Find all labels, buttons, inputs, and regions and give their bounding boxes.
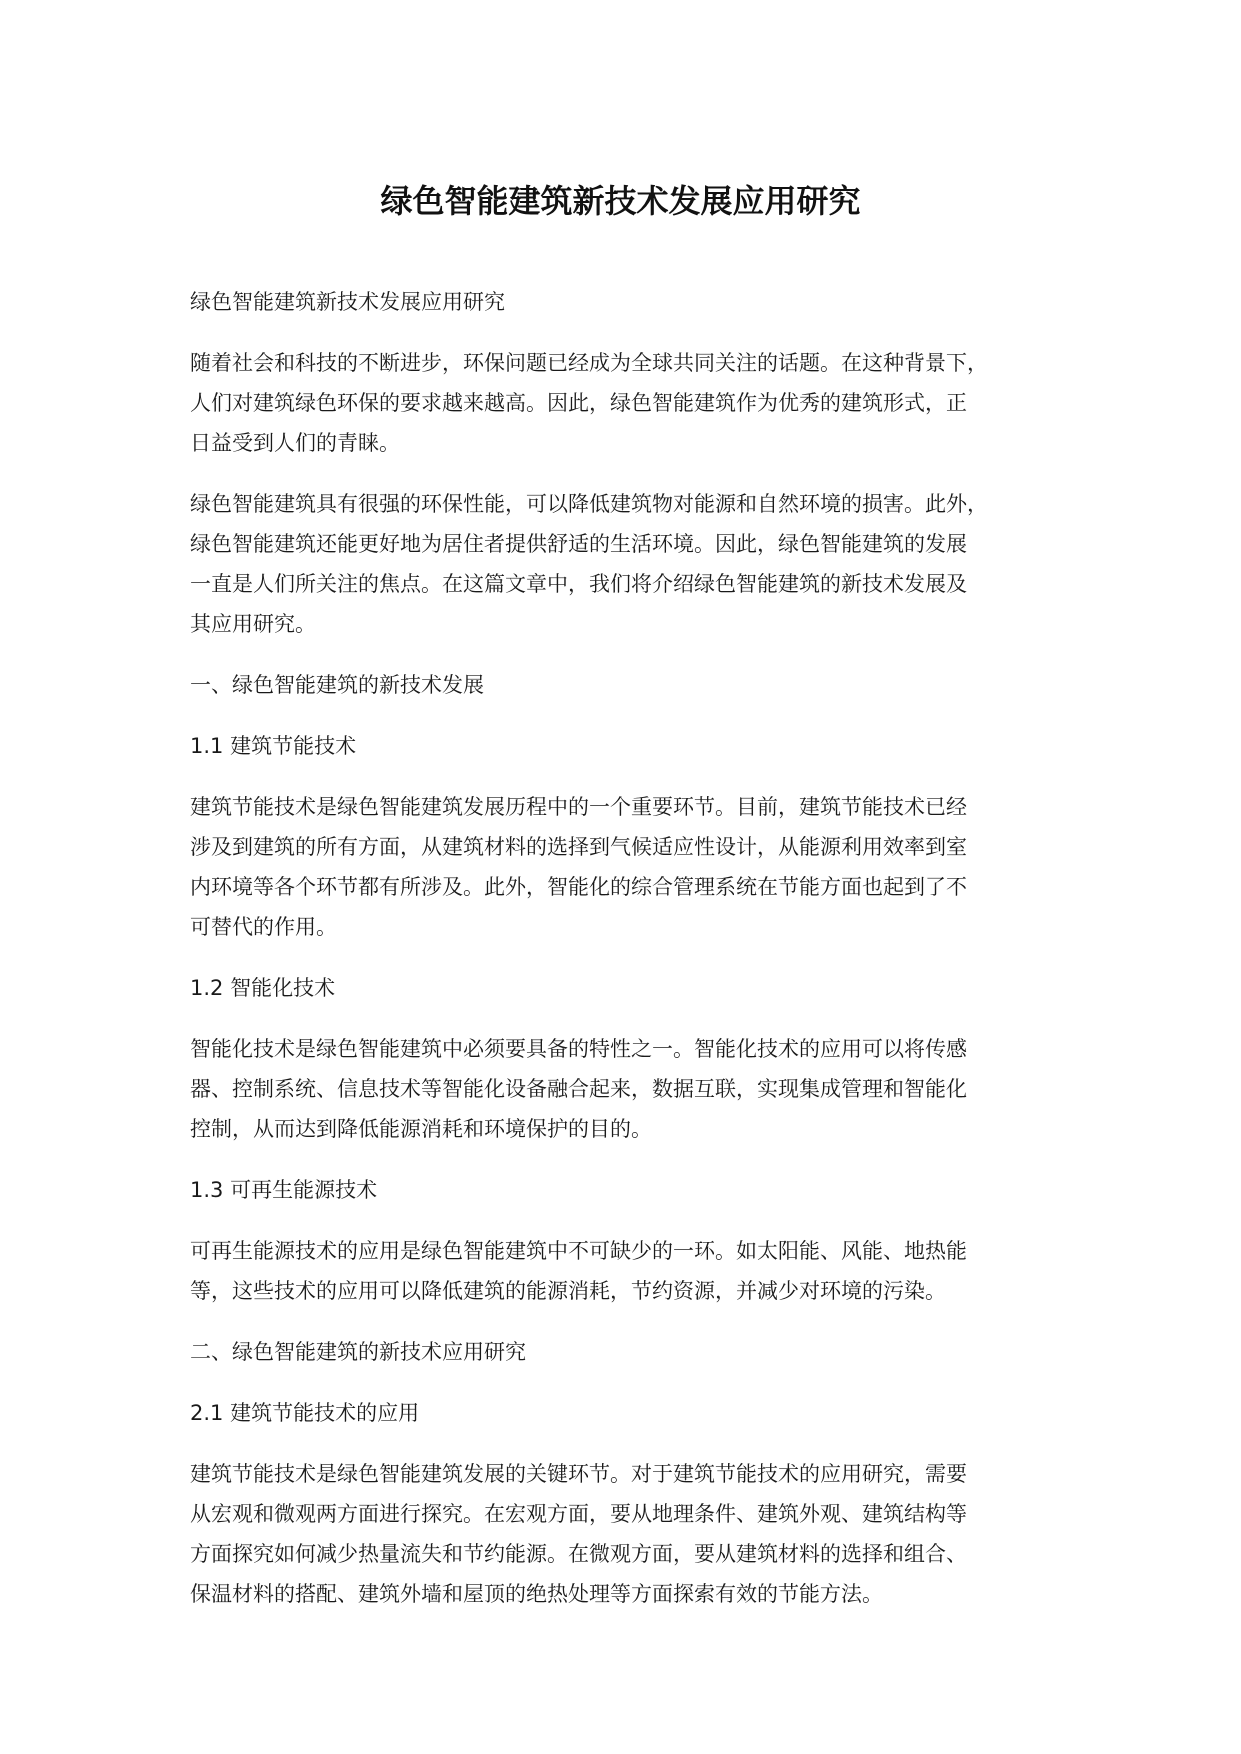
paragraph [190,484,1090,644]
text-line: 绿色智能建筑还能更好地为居住者提供舒适的生活环境。因此，绿色智能建筑的发展 [190,532,967,556]
text-line: 一直是人们所关注的焦点。在这篇文章中，我们将介绍绿色智能建筑的新技术发展及 [190,572,967,596]
text-line: 建筑节能技术是绿色智能建筑发展历程中的一个重要环节。目前，建筑节能技术已经 [190,795,967,819]
document-title: 绿色智能建筑新技术发展应用研究 [380,182,861,220]
text-line: 控制，从而达到降低能源消耗和环境保护的目的。 [190,1117,652,1141]
text-line: 可替代的作用。 [190,915,337,939]
text-line: 从宏观和微观两方面进行探究。在宏观方面，要从地理条件、建筑外观、建筑结构等 [190,1502,967,1526]
document-body [190,282,1090,1635]
text-line: 智能化技术是绿色智能建筑中必须要具备的特性之一。智能化技术的应用可以将传感 [190,1037,967,1061]
paragraph [190,665,1090,705]
text-line: 1.1 建筑节能技术 [190,734,357,758]
text-line: 绿色智能建筑新技术发展应用研究 [190,290,505,314]
text-line: 内环境等各个环节都有所涉及。此外，智能化的综合管理系统在节能方面也起到了不 [190,875,967,899]
paragraph [190,968,1090,1008]
text-line: 其应用研究。 [190,612,316,636]
paragraph [190,1332,1090,1372]
paragraph [190,343,1090,463]
text-line: 2.1 建筑节能技术的应用 [190,1401,420,1425]
paragraph [190,1029,1090,1149]
paragraph [190,1231,1090,1311]
paragraph [190,1454,1090,1614]
text-line: 器、控制系统、信息技术等智能化设备融合起来，数据互联，实现集成管理和智能化 [190,1077,967,1101]
paragraph [190,726,1090,766]
text-line: 可再生能源技术的应用是绿色智能建筑中不可缺少的一环。如太阳能、风能、地热能 [190,1239,967,1263]
text-line: 二、绿色智能建筑的新技术应用研究 [190,1340,526,1364]
text-line: 绿色智能建筑具有很强的环保性能，可以降低建筑物对能源和自然环境的损害。此外， [190,492,988,516]
text-line: 方面探究如何减少热量流失和节约能源。在微观方面，要从建筑材料的选择和组合、 [190,1542,967,1566]
paragraph [190,787,1090,947]
text-line: 建筑节能技术是绿色智能建筑发展的关键环节。对于建筑节能技术的应用研究，需要 [190,1462,967,1486]
paragraph [190,1393,1090,1433]
text-line: 1.3 可再生能源技术 [190,1178,378,1202]
paragraph [190,1170,1090,1210]
text-line: 等，这些技术的应用可以降低建筑的能源消耗，节约资源，并减少对环境的污染。 [190,1279,946,1303]
text-line: 随着社会和科技的不断进步，环保问题已经成为全球共同关注的话题。在这种背景下， [190,351,988,375]
text-line: 保温材料的搭配、建筑外墙和屋顶的绝热处理等方面探索有效的节能方法。 [190,1582,883,1606]
text-line: 人们对建筑绿色环保的要求越来越高。因此，绿色智能建筑作为优秀的建筑形式，正 [190,391,967,415]
paragraph [190,282,1090,322]
text-line: 涉及到建筑的所有方面，从建筑材料的选择到气候适应性设计，从能源利用效率到室 [190,835,967,859]
text-line: 1.2 智能化技术 [190,976,336,1000]
text-line: 日益受到人们的青睐。 [190,431,400,455]
text-line: 一、绿色智能建筑的新技术发展 [190,673,484,697]
